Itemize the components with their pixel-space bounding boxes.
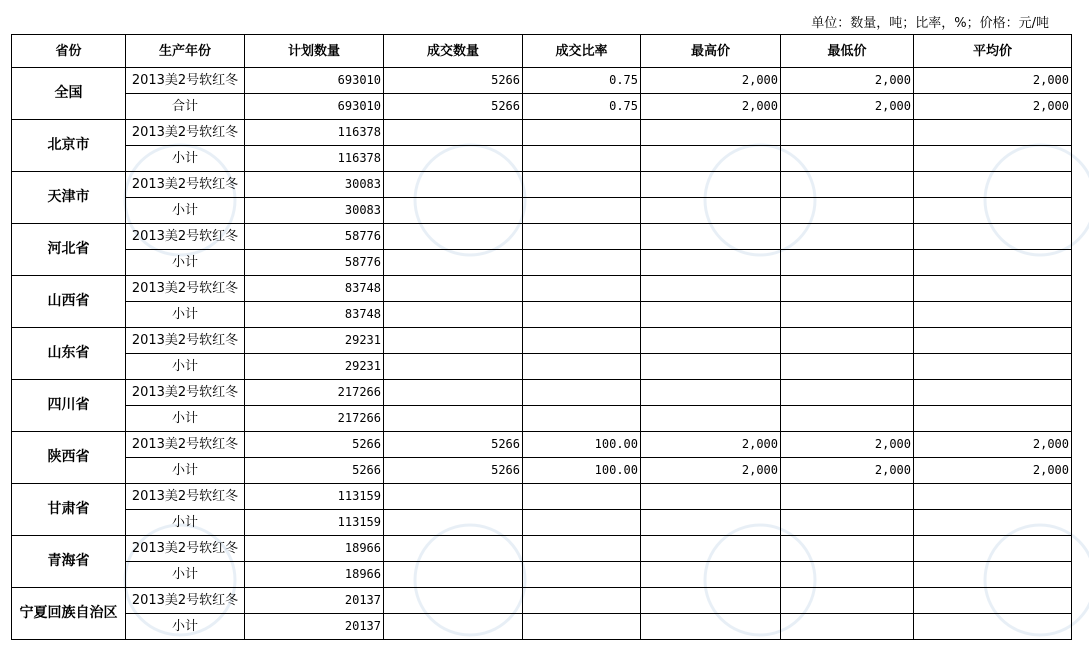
deal-ratio-cell bbox=[523, 172, 641, 198]
deal-ratio-cell bbox=[523, 224, 641, 250]
deal-ratio-cell bbox=[523, 120, 641, 146]
lowest-price-cell bbox=[781, 224, 914, 250]
production-year-cell: 2013美2号软红冬 bbox=[126, 588, 245, 614]
highest-price-cell bbox=[641, 536, 781, 562]
deal-quantity-cell bbox=[384, 614, 523, 640]
deal-quantity-cell bbox=[384, 484, 523, 510]
deal-ratio-cell bbox=[523, 484, 641, 510]
province-cell: 宁夏回族自治区 bbox=[12, 588, 126, 640]
planned-quantity-cell: 116378 bbox=[245, 120, 384, 146]
highest-price-cell: 2,000 bbox=[641, 458, 781, 484]
planned-quantity-cell: 693010 bbox=[245, 94, 384, 120]
average-price-cell bbox=[914, 250, 1072, 276]
province-cell: 甘肃省 bbox=[12, 484, 126, 536]
deal-ratio-cell: 0.75 bbox=[523, 94, 641, 120]
highest-price-cell bbox=[641, 328, 781, 354]
deal-quantity-cell bbox=[384, 120, 523, 146]
planned-quantity-cell: 217266 bbox=[245, 406, 384, 432]
table-row bbox=[12, 250, 1072, 276]
table-row bbox=[12, 120, 1072, 146]
table-row bbox=[12, 406, 1072, 432]
table-row bbox=[12, 224, 1072, 250]
highest-price-cell bbox=[641, 484, 781, 510]
highest-price-cell bbox=[641, 380, 781, 406]
table-row bbox=[12, 484, 1072, 510]
deal-quantity-cell bbox=[384, 302, 523, 328]
deal-ratio-cell: 100.00 bbox=[523, 458, 641, 484]
table-row bbox=[12, 68, 1072, 94]
production-year-cell: 2013美2号软红冬 bbox=[126, 536, 245, 562]
lowest-price-cell bbox=[781, 250, 914, 276]
deal-ratio-cell bbox=[523, 510, 641, 536]
province-cell: 青海省 bbox=[12, 536, 126, 588]
table-row bbox=[12, 432, 1072, 458]
production-year-cell: 小计 bbox=[126, 510, 245, 536]
deal-quantity-cell bbox=[384, 588, 523, 614]
average-price-cell: 2,000 bbox=[914, 432, 1072, 458]
lowest-price-cell bbox=[781, 510, 914, 536]
average-price-cell: 2,000 bbox=[914, 68, 1072, 94]
deal-ratio-cell bbox=[523, 614, 641, 640]
highest-price-cell bbox=[641, 120, 781, 146]
highest-price-cell bbox=[641, 588, 781, 614]
deal-quantity-cell bbox=[384, 146, 523, 172]
lowest-price-cell bbox=[781, 406, 914, 432]
header-province: 省份 bbox=[12, 35, 126, 68]
production-year-cell: 小计 bbox=[126, 614, 245, 640]
average-price-cell bbox=[914, 484, 1072, 510]
deal-ratio-cell bbox=[523, 406, 641, 432]
deal-quantity-cell bbox=[384, 406, 523, 432]
production-year-cell: 小计 bbox=[126, 354, 245, 380]
average-price-cell bbox=[914, 328, 1072, 354]
province-cell: 河北省 bbox=[12, 224, 126, 276]
highest-price-cell bbox=[641, 406, 781, 432]
deal-quantity-cell: 5266 bbox=[384, 458, 523, 484]
header-highest-price: 最高价 bbox=[641, 35, 781, 68]
production-year-cell: 2013美2号软红冬 bbox=[126, 224, 245, 250]
deal-quantity-cell bbox=[384, 510, 523, 536]
production-year-cell: 2013美2号软红冬 bbox=[126, 432, 245, 458]
production-year-cell: 小计 bbox=[126, 406, 245, 432]
production-year-cell: 2013美2号软红冬 bbox=[126, 120, 245, 146]
average-price-cell bbox=[914, 302, 1072, 328]
highest-price-cell bbox=[641, 224, 781, 250]
table-row bbox=[12, 588, 1072, 614]
planned-quantity-cell: 18966 bbox=[245, 536, 384, 562]
deal-quantity-cell bbox=[384, 354, 523, 380]
deal-quantity-cell: 5266 bbox=[384, 432, 523, 458]
highest-price-cell bbox=[641, 510, 781, 536]
deal-ratio-cell bbox=[523, 302, 641, 328]
production-year-cell: 2013美2号软红冬 bbox=[126, 328, 245, 354]
lowest-price-cell bbox=[781, 354, 914, 380]
lowest-price-cell bbox=[781, 172, 914, 198]
highest-price-cell bbox=[641, 276, 781, 302]
province-cell: 北京市 bbox=[12, 120, 126, 172]
lowest-price-cell bbox=[781, 380, 914, 406]
deal-quantity-cell bbox=[384, 328, 523, 354]
deal-quantity-cell bbox=[384, 224, 523, 250]
production-year-cell: 小计 bbox=[126, 458, 245, 484]
province-cell: 四川省 bbox=[12, 380, 126, 432]
planned-quantity-cell: 30083 bbox=[245, 172, 384, 198]
average-price-cell bbox=[914, 172, 1072, 198]
table-row bbox=[12, 562, 1072, 588]
lowest-price-cell bbox=[781, 328, 914, 354]
average-price-cell bbox=[914, 146, 1072, 172]
production-year-cell: 2013美2号软红冬 bbox=[126, 172, 245, 198]
planned-quantity-cell: 217266 bbox=[245, 380, 384, 406]
planned-quantity-cell: 30083 bbox=[245, 198, 384, 224]
table-row bbox=[12, 276, 1072, 302]
lowest-price-cell bbox=[781, 120, 914, 146]
average-price-cell bbox=[914, 588, 1072, 614]
production-year-cell: 2013美2号软红冬 bbox=[126, 68, 245, 94]
highest-price-cell bbox=[641, 250, 781, 276]
planned-quantity-cell: 113159 bbox=[245, 484, 384, 510]
average-price-cell bbox=[914, 562, 1072, 588]
planned-quantity-cell: 20137 bbox=[245, 588, 384, 614]
highest-price-cell bbox=[641, 302, 781, 328]
lowest-price-cell: 2,000 bbox=[781, 94, 914, 120]
table-row bbox=[12, 536, 1072, 562]
average-price-cell bbox=[914, 224, 1072, 250]
header-row bbox=[12, 35, 1072, 68]
table-row bbox=[12, 146, 1072, 172]
deal-quantity-cell: 5266 bbox=[384, 68, 523, 94]
deal-ratio-cell bbox=[523, 198, 641, 224]
header-deal-quantity: 成交数量 bbox=[384, 35, 523, 68]
planned-quantity-cell: 5266 bbox=[245, 432, 384, 458]
average-price-cell bbox=[914, 614, 1072, 640]
highest-price-cell bbox=[641, 172, 781, 198]
average-price-cell bbox=[914, 276, 1072, 302]
planned-quantity-cell: 693010 bbox=[245, 68, 384, 94]
highest-price-cell bbox=[641, 198, 781, 224]
lowest-price-cell bbox=[781, 198, 914, 224]
lowest-price-cell: 2,000 bbox=[781, 458, 914, 484]
header-deal-ratio: 成交比率 bbox=[523, 35, 641, 68]
highest-price-cell: 2,000 bbox=[641, 68, 781, 94]
table-row bbox=[12, 302, 1072, 328]
lowest-price-cell bbox=[781, 536, 914, 562]
table-row bbox=[12, 380, 1072, 406]
deal-ratio-cell bbox=[523, 354, 641, 380]
planned-quantity-cell: 29231 bbox=[245, 328, 384, 354]
lowest-price-cell bbox=[781, 302, 914, 328]
province-cell: 天津市 bbox=[12, 172, 126, 224]
table-row bbox=[12, 510, 1072, 536]
production-year-cell: 2013美2号软红冬 bbox=[126, 276, 245, 302]
average-price-cell bbox=[914, 120, 1072, 146]
lowest-price-cell bbox=[781, 484, 914, 510]
planned-quantity-cell: 20137 bbox=[245, 614, 384, 640]
production-year-cell: 小计 bbox=[126, 562, 245, 588]
planned-quantity-cell: 29231 bbox=[245, 354, 384, 380]
planned-quantity-cell: 5266 bbox=[245, 458, 384, 484]
lowest-price-cell bbox=[781, 562, 914, 588]
table-row bbox=[12, 94, 1072, 120]
table-row bbox=[12, 614, 1072, 640]
lowest-price-cell: 2,000 bbox=[781, 68, 914, 94]
deal-quantity-cell bbox=[384, 276, 523, 302]
deal-quantity-cell: 5266 bbox=[384, 94, 523, 120]
header-planned-quantity: 计划数量 bbox=[245, 35, 384, 68]
deal-quantity-cell bbox=[384, 198, 523, 224]
province-cell: 山西省 bbox=[12, 276, 126, 328]
deal-ratio-cell bbox=[523, 146, 641, 172]
province-cell: 山东省 bbox=[12, 328, 126, 380]
deal-quantity-cell bbox=[384, 250, 523, 276]
table-row bbox=[12, 198, 1072, 224]
header-lowest-price: 最低价 bbox=[781, 35, 914, 68]
deal-ratio-cell bbox=[523, 328, 641, 354]
lowest-price-cell: 2,000 bbox=[781, 432, 914, 458]
deal-ratio-cell bbox=[523, 276, 641, 302]
deal-ratio-cell bbox=[523, 562, 641, 588]
production-year-cell: 合计 bbox=[126, 94, 245, 120]
lowest-price-cell bbox=[781, 588, 914, 614]
deal-ratio-cell bbox=[523, 250, 641, 276]
average-price-cell bbox=[914, 536, 1072, 562]
highest-price-cell bbox=[641, 146, 781, 172]
table-row bbox=[12, 328, 1072, 354]
average-price-cell bbox=[914, 510, 1072, 536]
deal-quantity-cell bbox=[384, 380, 523, 406]
unit-note: 单位：数量，吨；比率，%；价格：元/吨 bbox=[811, 16, 1049, 31]
planned-quantity-cell: 58776 bbox=[245, 250, 384, 276]
province-cell: 全国 bbox=[12, 68, 126, 120]
average-price-cell: 2,000 bbox=[914, 94, 1072, 120]
planned-quantity-cell: 58776 bbox=[245, 224, 384, 250]
average-price-cell bbox=[914, 380, 1072, 406]
planned-quantity-cell: 83748 bbox=[245, 276, 384, 302]
header-production-year: 生产年份 bbox=[126, 35, 245, 68]
lowest-price-cell bbox=[781, 146, 914, 172]
province-cell: 陕西省 bbox=[12, 432, 126, 484]
highest-price-cell bbox=[641, 614, 781, 640]
production-year-cell: 2013美2号软红冬 bbox=[126, 484, 245, 510]
deal-quantity-cell bbox=[384, 172, 523, 198]
highest-price-cell: 2,000 bbox=[641, 432, 781, 458]
planned-quantity-cell: 113159 bbox=[245, 510, 384, 536]
deal-quantity-cell bbox=[384, 536, 523, 562]
average-price-cell: 2,000 bbox=[914, 458, 1072, 484]
production-year-cell: 小计 bbox=[126, 250, 245, 276]
production-year-cell: 小计 bbox=[126, 302, 245, 328]
deal-quantity-cell bbox=[384, 562, 523, 588]
lowest-price-cell bbox=[781, 276, 914, 302]
deal-ratio-cell bbox=[523, 380, 641, 406]
highest-price-cell bbox=[641, 562, 781, 588]
highest-price-cell bbox=[641, 354, 781, 380]
highest-price-cell: 2,000 bbox=[641, 94, 781, 120]
planned-quantity-cell: 83748 bbox=[245, 302, 384, 328]
average-price-cell bbox=[914, 198, 1072, 224]
deal-ratio-cell bbox=[523, 536, 641, 562]
deal-ratio-cell: 100.00 bbox=[523, 432, 641, 458]
production-year-cell: 2013美2号软红冬 bbox=[126, 380, 245, 406]
table-row bbox=[12, 458, 1072, 484]
auction-results-table bbox=[11, 34, 1072, 640]
average-price-cell bbox=[914, 354, 1072, 380]
average-price-cell bbox=[914, 406, 1072, 432]
lowest-price-cell bbox=[781, 614, 914, 640]
production-year-cell: 小计 bbox=[126, 198, 245, 224]
header-average-price: 平均价 bbox=[914, 35, 1072, 68]
planned-quantity-cell: 116378 bbox=[245, 146, 384, 172]
planned-quantity-cell: 18966 bbox=[245, 562, 384, 588]
table-row bbox=[12, 172, 1072, 198]
deal-ratio-cell: 0.75 bbox=[523, 68, 641, 94]
deal-ratio-cell bbox=[523, 588, 641, 614]
production-year-cell: 小计 bbox=[126, 146, 245, 172]
table-row bbox=[12, 354, 1072, 380]
